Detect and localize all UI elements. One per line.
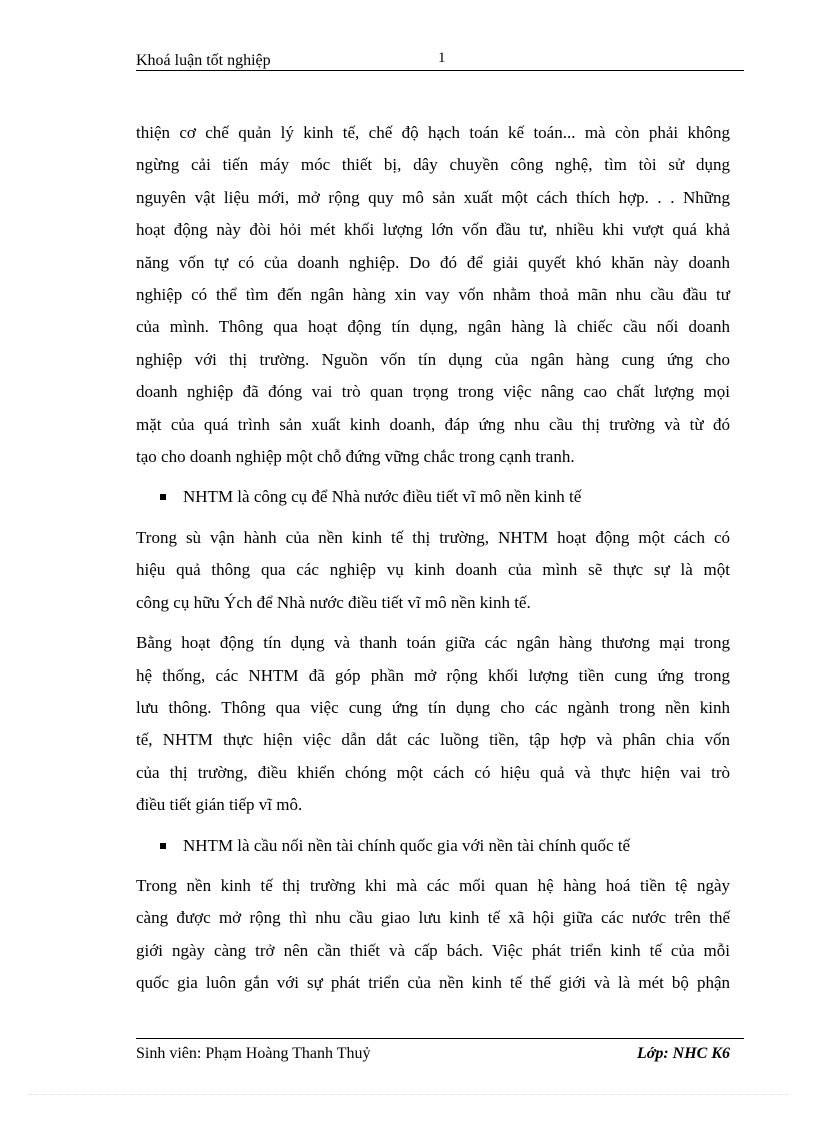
text-line: giới ngày càng trở nên cần thiết và cấp bách. Việc phát triển kinh tế của mỗi xyxy=(136,940,730,960)
bullet-text: NHTM là công cụ để Nhà nước điều tiết vĩ mô nền kinh tế xyxy=(183,487,582,507)
text-line: nghiệp với thị trường. Nguồn vốn tín dụng của ngân hàng cung ứng cho xyxy=(136,349,730,369)
text-line: thiện cơ chế quản lý kinh tế, chế độ hạch toán kế toán... mà còn phải không xyxy=(136,123,730,142)
document-body xyxy=(136,117,730,1000)
page-footer xyxy=(136,1038,744,1069)
text-line: nguyên vật liệu mới, mở rộng quy mô sản xuất một cách thích hợp. . . Những xyxy=(136,187,730,207)
text-line: Trong nền kinh tế thị trường khi mà các mối quan hệ hàng hoá tiền tệ ngày xyxy=(136,875,730,895)
text-line: mặt của quá trình sản xuất kinh doanh, đáp ứng nhu cầu thị trường và từ đó xyxy=(136,414,730,434)
page-edge-divider xyxy=(28,1094,788,1095)
text-line: quốc gia luôn gắn với sự phát triển của nền kinh tế thế giới và là mét bộ phận xyxy=(136,973,730,993)
text-line: của thị trường, điều khiển chóng một cách có hiệu quả và thực hiện vai trò xyxy=(136,762,730,782)
paragraph-1 xyxy=(136,117,730,473)
paragraph-4 xyxy=(136,870,730,1000)
text-line: tế, NHTM thực hiện việc dẫn dắt các luồng tiền, tập hợp và phân chia vốn xyxy=(136,730,730,750)
text-line: hoạt động này đòi hỏi mét khối lượng lớn vốn đầu tư, nhiều khi vượt quá khả xyxy=(136,220,730,240)
text-line: công cụ hữu Ých để Nhà nước điều tiết vĩ mô nền kinh tế. xyxy=(136,592,531,612)
text-line: hệ thống, các NHTM đã góp phần mở rộng khối lượng tiền cung ứng trong xyxy=(136,665,730,685)
thesis-title: Khoá luận tốt nghiệp xyxy=(136,52,271,69)
bullet-square-icon xyxy=(160,843,166,849)
page-number: 1 xyxy=(438,50,446,66)
paragraph-2 xyxy=(136,522,730,619)
text-line: tạo cho doanh nghiệp một chỗ đứng vững chắc trong cạnh tranh. xyxy=(136,447,575,467)
text-line: điều tiết gián tiếp vĩ mô. xyxy=(136,795,303,815)
page-header xyxy=(136,50,744,71)
text-line: Trong sù vận hành của nền kinh tế thị trường, NHTM hoạt động một cách có xyxy=(136,527,730,547)
bullet-item-1 xyxy=(136,481,730,513)
text-line: càng được mở rộng thì nhu cầu giao lưu kinh tế xã hội giữa các nước trên thế xyxy=(136,908,730,928)
text-line: hiệu quả thông qua các nghiệp vụ kinh doanh của mình sẽ thực sự là một xyxy=(136,560,730,580)
text-line: ngừng cải tiến máy móc thiết bị, dây chuyền công nghệ, tìm tòi sử dụng xyxy=(136,155,730,175)
text-line: lưu thông. Thông qua việc cung ứng tín dụng cho các ngành trong nền kinh xyxy=(136,697,730,717)
student-name: Sinh viên: Phạm Hoàng Thanh Thuỷ xyxy=(136,1045,371,1062)
text-line: nghiệp có thể tìm đến ngân hàng xin vay vốn nhằm thoả mãn nhu cầu đầu tư xyxy=(136,285,730,305)
bullet-square-icon xyxy=(160,494,166,500)
text-line: Bằng hoạt động tín dụng và thanh toán giữa các ngân hàng thương mại trong xyxy=(136,633,730,653)
bullet-text: NHTM là cầu nối nền tài chính quốc gia với nền tài chính quốc tế xyxy=(183,835,631,855)
bullet-item-2 xyxy=(136,830,730,862)
class-label: Lớp: NHC K6 xyxy=(636,1045,730,1062)
text-line: của mình. Thông qua hoạt động tín dụng, ngân hàng là chiếc cầu nối doanh xyxy=(136,317,730,337)
text-line: năng vốn tự có của doanh nghiệp. Do đó để giải quyết khó khăn này doanh xyxy=(136,252,730,272)
paragraph-3 xyxy=(136,627,730,821)
text-line: doanh nghiệp đã đóng vai trò quan trọng trong việc nâng cao chất lượng mọi xyxy=(136,382,730,402)
